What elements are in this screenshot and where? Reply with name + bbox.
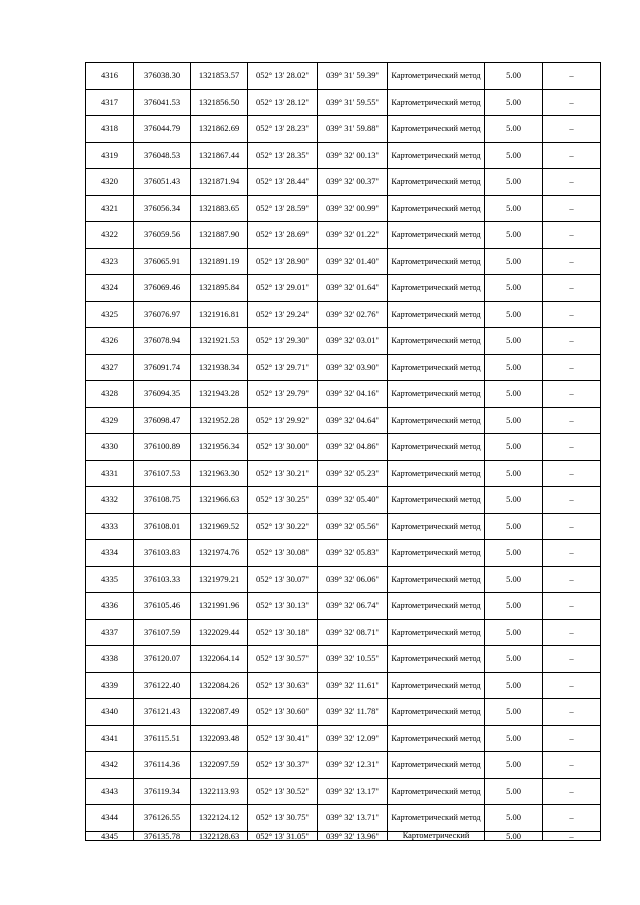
longitude-cell: 039° 32' 00.37" <box>318 169 388 196</box>
x-coordinate-cell: 376098.47 <box>134 407 191 434</box>
note-cell: – <box>543 63 601 90</box>
accuracy-cell: 5.00 <box>485 619 543 646</box>
note-cell: – <box>543 142 601 169</box>
y-coordinate-cell: 1321853.57 <box>191 63 248 90</box>
table-row <box>86 248 601 275</box>
y-coordinate-cell: 1321887.90 <box>191 222 248 249</box>
note-cell: – <box>543 434 601 461</box>
method-cell: Картометрический метод <box>388 116 485 143</box>
x-coordinate-cell: 376038.30 <box>134 63 191 90</box>
x-coordinate-cell: 376107.59 <box>134 619 191 646</box>
table-row <box>86 752 601 779</box>
note-cell: – <box>543 89 601 116</box>
longitude-cell: 039° 31' 59.88" <box>318 116 388 143</box>
y-coordinate-cell: 1321856.50 <box>191 89 248 116</box>
method-cell: Картометрический метод <box>388 407 485 434</box>
longitude-cell: 039° 32' 05.83" <box>318 540 388 567</box>
accuracy-cell: 5.00 <box>485 646 543 673</box>
x-coordinate-cell: 376065.91 <box>134 248 191 275</box>
note-cell: – <box>543 195 601 222</box>
y-coordinate-cell: 1321895.84 <box>191 275 248 302</box>
longitude-cell: 039° 32' 06.06" <box>318 566 388 593</box>
x-coordinate-cell: 376078.94 <box>134 328 191 355</box>
point-number-cell: 4342 <box>86 752 134 779</box>
longitude-cell: 039° 32' 11.78" <box>318 699 388 726</box>
table-row <box>86 63 601 90</box>
latitude-cell: 052° 13' 28.02" <box>248 63 318 90</box>
note-cell: – <box>543 725 601 752</box>
point-number-cell: 4324 <box>86 275 134 302</box>
point-number-cell: 4332 <box>86 487 134 514</box>
point-number-cell: 4317 <box>86 89 134 116</box>
table-row <box>86 301 601 328</box>
accuracy-cell: 5.00 <box>485 248 543 275</box>
longitude-cell: 039° 32' 11.61" <box>318 672 388 699</box>
latitude-cell: 052° 13' 31.05" <box>248 831 318 840</box>
accuracy-cell: 5.00 <box>485 89 543 116</box>
accuracy-cell: 5.00 <box>485 805 543 832</box>
table-body <box>86 63 601 841</box>
y-coordinate-cell: 1322097.59 <box>191 752 248 779</box>
table-row <box>86 89 601 116</box>
latitude-cell: 052° 13' 28.69" <box>248 222 318 249</box>
x-coordinate-cell: 376094.35 <box>134 381 191 408</box>
y-coordinate-cell: 1321921.53 <box>191 328 248 355</box>
table-row <box>86 381 601 408</box>
y-coordinate-cell: 1321991.96 <box>191 593 248 620</box>
x-coordinate-cell: 376051.43 <box>134 169 191 196</box>
method-cell: Картометрический метод <box>388 778 485 805</box>
y-coordinate-cell: 1321966.63 <box>191 487 248 514</box>
longitude-cell: 039° 32' 03.90" <box>318 354 388 381</box>
longitude-cell: 039° 32' 08.71" <box>318 619 388 646</box>
x-coordinate-cell: 376108.75 <box>134 487 191 514</box>
table-row <box>86 434 601 461</box>
y-coordinate-cell: 1322124.12 <box>191 805 248 832</box>
latitude-cell: 052° 13' 29.24" <box>248 301 318 328</box>
y-coordinate-cell: 1321938.34 <box>191 354 248 381</box>
latitude-cell: 052° 13' 30.13" <box>248 593 318 620</box>
accuracy-cell: 5.00 <box>485 222 543 249</box>
x-coordinate-cell: 376126.55 <box>134 805 191 832</box>
longitude-cell: 039° 32' 13.71" <box>318 805 388 832</box>
note-cell: – <box>543 672 601 699</box>
x-coordinate-cell: 376108.01 <box>134 513 191 540</box>
y-coordinate-cell: 1322064.14 <box>191 646 248 673</box>
point-number-cell: 4333 <box>86 513 134 540</box>
x-coordinate-cell: 376107.53 <box>134 460 191 487</box>
note-cell: – <box>543 222 601 249</box>
latitude-cell: 052° 13' 28.59" <box>248 195 318 222</box>
y-coordinate-cell: 1321883.65 <box>191 195 248 222</box>
latitude-cell: 052° 13' 30.75" <box>248 805 318 832</box>
point-number-cell: 4338 <box>86 646 134 673</box>
table-row <box>86 805 601 832</box>
method-cell: Картометрический метод <box>388 566 485 593</box>
point-number-cell: 4320 <box>86 169 134 196</box>
table-row <box>86 513 601 540</box>
longitude-cell: 039° 32' 10.55" <box>318 646 388 673</box>
latitude-cell: 052° 13' 30.07" <box>248 566 318 593</box>
table-row <box>86 222 601 249</box>
method-cell: Картометрический метод <box>388 301 485 328</box>
y-coordinate-cell: 1321891.19 <box>191 248 248 275</box>
table-row <box>86 566 601 593</box>
latitude-cell: 052° 13' 29.01" <box>248 275 318 302</box>
accuracy-cell: 5.00 <box>485 540 543 567</box>
longitude-cell: 039° 32' 06.74" <box>318 593 388 620</box>
x-coordinate-cell: 376120.07 <box>134 646 191 673</box>
table-row <box>86 487 601 514</box>
note-cell: – <box>543 248 601 275</box>
method-cell: Картометрический метод <box>388 513 485 540</box>
x-coordinate-cell: 376115.51 <box>134 725 191 752</box>
latitude-cell: 052° 13' 29.30" <box>248 328 318 355</box>
point-number-cell: 4345 <box>86 831 134 840</box>
table-row <box>86 593 601 620</box>
point-number-cell: 4318 <box>86 116 134 143</box>
x-coordinate-cell: 376103.83 <box>134 540 191 567</box>
latitude-cell: 052° 13' 30.18" <box>248 619 318 646</box>
longitude-cell: 039° 32' 05.23" <box>318 460 388 487</box>
latitude-cell: 052° 13' 28.23" <box>248 116 318 143</box>
y-coordinate-cell: 1322087.49 <box>191 699 248 726</box>
longitude-cell: 039° 32' 04.64" <box>318 407 388 434</box>
x-coordinate-cell: 376135.78 <box>134 831 191 840</box>
method-cell: Картометрический метод <box>388 619 485 646</box>
accuracy-cell: 5.00 <box>485 63 543 90</box>
accuracy-cell: 5.00 <box>485 381 543 408</box>
accuracy-cell: 5.00 <box>485 434 543 461</box>
latitude-cell: 052° 13' 28.44" <box>248 169 318 196</box>
longitude-cell: 039° 32' 13.96" <box>318 831 388 840</box>
method-cell: Картометрический метод <box>388 195 485 222</box>
y-coordinate-cell: 1321916.81 <box>191 301 248 328</box>
table-row <box>86 831 601 840</box>
method-cell: Картометрический метод <box>388 646 485 673</box>
longitude-cell: 039° 32' 12.31" <box>318 752 388 779</box>
note-cell: – <box>543 566 601 593</box>
point-number-cell: 4343 <box>86 778 134 805</box>
accuracy-cell: 5.00 <box>485 699 543 726</box>
method-cell: Картометрический метод <box>388 169 485 196</box>
y-coordinate-cell: 1321974.76 <box>191 540 248 567</box>
longitude-cell: 039° 32' 01.64" <box>318 275 388 302</box>
longitude-cell: 039° 32' 05.56" <box>318 513 388 540</box>
table-row <box>86 195 601 222</box>
point-number-cell: 4330 <box>86 434 134 461</box>
note-cell: – <box>543 169 601 196</box>
table-row <box>86 169 601 196</box>
method-cell: Картометрический метод <box>388 805 485 832</box>
table-row <box>86 275 601 302</box>
latitude-cell: 052° 13' 30.41" <box>248 725 318 752</box>
y-coordinate-cell: 1322029.44 <box>191 619 248 646</box>
accuracy-cell: 5.00 <box>485 195 543 222</box>
table-row <box>86 619 601 646</box>
table-row <box>86 646 601 673</box>
x-coordinate-cell: 376091.74 <box>134 354 191 381</box>
note-cell: – <box>543 619 601 646</box>
accuracy-cell: 5.00 <box>485 593 543 620</box>
y-coordinate-cell: 1321956.34 <box>191 434 248 461</box>
note-cell: – <box>543 275 601 302</box>
longitude-cell: 039° 32' 00.13" <box>318 142 388 169</box>
latitude-cell: 052° 13' 28.12" <box>248 89 318 116</box>
table-row <box>86 460 601 487</box>
latitude-cell: 052° 13' 28.90" <box>248 248 318 275</box>
note-cell: – <box>543 487 601 514</box>
table-row <box>86 328 601 355</box>
point-number-cell: 4321 <box>86 195 134 222</box>
point-number-cell: 4319 <box>86 142 134 169</box>
latitude-cell: 052° 13' 28.35" <box>248 142 318 169</box>
accuracy-cell: 5.00 <box>485 672 543 699</box>
latitude-cell: 052° 13' 30.25" <box>248 487 318 514</box>
accuracy-cell: 5.00 <box>485 513 543 540</box>
note-cell: – <box>543 699 601 726</box>
note-cell: – <box>543 593 601 620</box>
note-cell: – <box>543 540 601 567</box>
method-cell: Картометрический метод <box>388 460 485 487</box>
x-coordinate-cell: 376105.46 <box>134 593 191 620</box>
y-coordinate-cell: 1321871.94 <box>191 169 248 196</box>
latitude-cell: 052° 13' 30.22" <box>248 513 318 540</box>
latitude-cell: 052° 13' 30.63" <box>248 672 318 699</box>
y-coordinate-cell: 1321862.69 <box>191 116 248 143</box>
point-number-cell: 4336 <box>86 593 134 620</box>
accuracy-cell: 5.00 <box>485 328 543 355</box>
longitude-cell: 039° 32' 04.86" <box>318 434 388 461</box>
accuracy-cell: 5.00 <box>485 487 543 514</box>
note-cell: – <box>543 513 601 540</box>
method-cell: Картометрический метод <box>388 328 485 355</box>
method-cell: Картометрический метод <box>388 275 485 302</box>
accuracy-cell: 5.00 <box>485 831 543 840</box>
longitude-cell: 039° 31' 59.39" <box>318 63 388 90</box>
method-cell: Картометрический метод <box>388 142 485 169</box>
longitude-cell: 039° 32' 04.16" <box>318 381 388 408</box>
note-cell: – <box>543 407 601 434</box>
table-row <box>86 354 601 381</box>
y-coordinate-cell: 1322093.48 <box>191 725 248 752</box>
x-coordinate-cell: 376056.34 <box>134 195 191 222</box>
point-number-cell: 4328 <box>86 381 134 408</box>
accuracy-cell: 5.00 <box>485 354 543 381</box>
longitude-cell: 039° 32' 00.99" <box>318 195 388 222</box>
note-cell: – <box>543 354 601 381</box>
method-cell: Картометрический <box>388 831 485 840</box>
y-coordinate-cell: 1322128.63 <box>191 831 248 840</box>
accuracy-cell: 5.00 <box>485 725 543 752</box>
table-row <box>86 540 601 567</box>
method-cell: Картометрический метод <box>388 540 485 567</box>
method-cell: Картометрический метод <box>388 248 485 275</box>
longitude-cell: 039° 32' 01.40" <box>318 248 388 275</box>
point-number-cell: 4325 <box>86 301 134 328</box>
x-coordinate-cell: 376059.56 <box>134 222 191 249</box>
x-coordinate-cell: 376069.46 <box>134 275 191 302</box>
note-cell: – <box>543 805 601 832</box>
accuracy-cell: 5.00 <box>485 460 543 487</box>
x-coordinate-cell: 376121.43 <box>134 699 191 726</box>
x-coordinate-cell: 376103.33 <box>134 566 191 593</box>
point-number-cell: 4341 <box>86 725 134 752</box>
point-number-cell: 4334 <box>86 540 134 567</box>
latitude-cell: 052° 13' 30.21" <box>248 460 318 487</box>
method-cell: Картометрический метод <box>388 699 485 726</box>
method-cell: Картометрический метод <box>388 487 485 514</box>
point-number-cell: 4327 <box>86 354 134 381</box>
method-cell: Картометрический метод <box>388 222 485 249</box>
point-number-cell: 4316 <box>86 63 134 90</box>
method-cell: Картометрический метод <box>388 381 485 408</box>
coordinates-table <box>85 62 601 841</box>
note-cell: – <box>543 752 601 779</box>
table-row <box>86 699 601 726</box>
method-cell: Картометрический метод <box>388 672 485 699</box>
latitude-cell: 052° 13' 30.00" <box>248 434 318 461</box>
point-number-cell: 4331 <box>86 460 134 487</box>
latitude-cell: 052° 13' 30.08" <box>248 540 318 567</box>
y-coordinate-cell: 1321952.28 <box>191 407 248 434</box>
longitude-cell: 039° 32' 05.40" <box>318 487 388 514</box>
point-number-cell: 4326 <box>86 328 134 355</box>
x-coordinate-cell: 376076.97 <box>134 301 191 328</box>
table-row <box>86 778 601 805</box>
accuracy-cell: 5.00 <box>485 142 543 169</box>
accuracy-cell: 5.00 <box>485 116 543 143</box>
note-cell: – <box>543 460 601 487</box>
table-row <box>86 142 601 169</box>
point-number-cell: 4329 <box>86 407 134 434</box>
accuracy-cell: 5.00 <box>485 407 543 434</box>
note-cell: – <box>543 778 601 805</box>
longitude-cell: 039° 32' 12.09" <box>318 725 388 752</box>
accuracy-cell: 5.00 <box>485 778 543 805</box>
accuracy-cell: 5.00 <box>485 752 543 779</box>
note-cell: – <box>543 831 601 840</box>
accuracy-cell: 5.00 <box>485 169 543 196</box>
method-cell: Картометрический метод <box>388 63 485 90</box>
x-coordinate-cell: 376119.34 <box>134 778 191 805</box>
x-coordinate-cell: 376114.36 <box>134 752 191 779</box>
point-number-cell: 4339 <box>86 672 134 699</box>
x-coordinate-cell: 376041.53 <box>134 89 191 116</box>
table-row <box>86 116 601 143</box>
note-cell: – <box>543 646 601 673</box>
x-coordinate-cell: 376048.53 <box>134 142 191 169</box>
y-coordinate-cell: 1321943.28 <box>191 381 248 408</box>
point-number-cell: 4337 <box>86 619 134 646</box>
longitude-cell: 039° 32' 01.22" <box>318 222 388 249</box>
accuracy-cell: 5.00 <box>485 566 543 593</box>
latitude-cell: 052° 13' 29.79" <box>248 381 318 408</box>
note-cell: – <box>543 116 601 143</box>
y-coordinate-cell: 1322084.26 <box>191 672 248 699</box>
longitude-cell: 039° 32' 13.17" <box>318 778 388 805</box>
point-number-cell: 4323 <box>86 248 134 275</box>
latitude-cell: 052° 13' 30.60" <box>248 699 318 726</box>
latitude-cell: 052° 13' 29.71" <box>248 354 318 381</box>
latitude-cell: 052° 13' 30.57" <box>248 646 318 673</box>
y-coordinate-cell: 1321979.21 <box>191 566 248 593</box>
longitude-cell: 039° 31' 59.55" <box>318 89 388 116</box>
method-cell: Картометрический метод <box>388 89 485 116</box>
latitude-cell: 052° 13' 29.92" <box>248 407 318 434</box>
y-coordinate-cell: 1321867.44 <box>191 142 248 169</box>
point-number-cell: 4335 <box>86 566 134 593</box>
method-cell: Картометрический метод <box>388 434 485 461</box>
y-coordinate-cell: 1321969.52 <box>191 513 248 540</box>
point-number-cell: 4344 <box>86 805 134 832</box>
note-cell: – <box>543 301 601 328</box>
note-cell: – <box>543 328 601 355</box>
y-coordinate-cell: 1321963.30 <box>191 460 248 487</box>
method-cell: Картометрический метод <box>388 354 485 381</box>
longitude-cell: 039° 32' 03.01" <box>318 328 388 355</box>
latitude-cell: 052° 13' 30.52" <box>248 778 318 805</box>
method-cell: Картометрический метод <box>388 725 485 752</box>
table-row <box>86 407 601 434</box>
accuracy-cell: 5.00 <box>485 301 543 328</box>
table-row <box>86 672 601 699</box>
x-coordinate-cell: 376044.79 <box>134 116 191 143</box>
longitude-cell: 039° 32' 02.76" <box>318 301 388 328</box>
table-row <box>86 725 601 752</box>
x-coordinate-cell: 376122.40 <box>134 672 191 699</box>
point-number-cell: 4340 <box>86 699 134 726</box>
method-cell: Картометрический метод <box>388 593 485 620</box>
accuracy-cell: 5.00 <box>485 275 543 302</box>
note-cell: – <box>543 381 601 408</box>
x-coordinate-cell: 376100.89 <box>134 434 191 461</box>
method-cell: Картометрический метод <box>388 752 485 779</box>
point-number-cell: 4322 <box>86 222 134 249</box>
y-coordinate-cell: 1322113.93 <box>191 778 248 805</box>
latitude-cell: 052° 13' 30.37" <box>248 752 318 779</box>
